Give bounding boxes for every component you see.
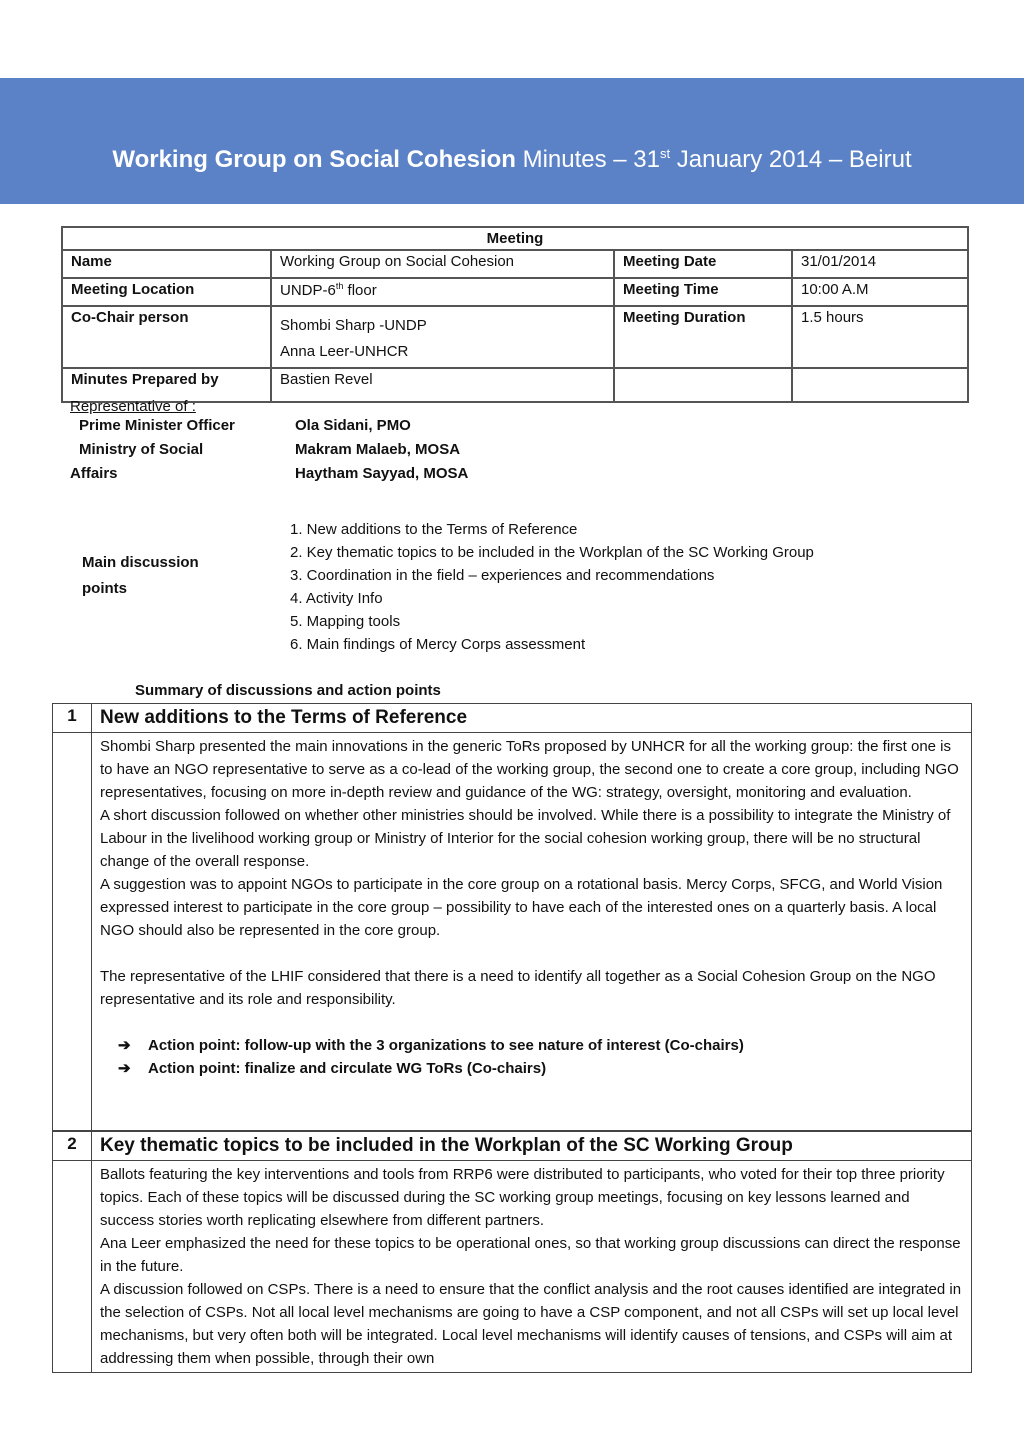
section-number: 1 [53, 704, 92, 733]
duration-label: Meeting Duration [614, 306, 792, 368]
action-point: ➔ Action point: follow-up with the 3 organizations to see nature of interest (Co-chairs) [100, 1034, 963, 1057]
representative-row [70, 465, 970, 489]
meeting-info-table [61, 226, 969, 403]
location-value: UNDP-6th floor [271, 278, 614, 306]
section-title: Key thematic topics to be included in the Workplan of the SC Working Group [92, 1132, 972, 1161]
discussion-list [290, 518, 814, 656]
number-column [53, 733, 92, 1131]
representative-row [70, 441, 970, 465]
paragraph: Ballots featuring the key interventions and tools from RRP6 were distributed to participants, who voted for their top three priority topics. Each of these topics will be discussed during the SC working group meetings, focusing on key lessons learned and success stories worth replicating elsewhere from different partners. [100, 1166, 945, 1229]
section-1 [52, 703, 972, 1131]
meeting-header: Meeting [62, 227, 968, 250]
empty-cell [792, 368, 968, 402]
time-label: Meeting Time [614, 278, 792, 306]
representative-org: Ministry of Social [79, 441, 204, 458]
arrow-right-icon: ➔ [118, 1060, 131, 1077]
action-point: ➔ Action point: finalize and circulate WG ToRs (Co-chairs) [100, 1057, 963, 1080]
prepared-label: Minutes Prepared by [62, 368, 271, 402]
discussion-label: Main discussion points [82, 554, 199, 597]
summary-title: Summary of discussions and action points [135, 682, 441, 699]
section-2 [52, 1131, 972, 1373]
time-value: 10:00 A.M [792, 278, 968, 306]
representative-name: Makram Malaeb, MOSA [295, 441, 461, 458]
paragraph: The representative of the LHIF considered that there is a need to identify all together as a Social Cohesion Group on the NGO representative and its role and responsibility. [100, 968, 936, 1008]
cochair-value: Shombi Sharp -UNDP Anna Leer-UNHCR [271, 306, 614, 368]
section-body [92, 1161, 972, 1373]
arrow-right-icon: ➔ [118, 1037, 131, 1054]
prepared-value: Bastien Revel [271, 368, 614, 402]
list-item: 5. Mapping tools [290, 613, 401, 630]
name-label: Name [62, 250, 271, 278]
representative-name: Haytham Sayyad, MOSA [295, 465, 469, 482]
list-item: 4. Activity Info [290, 590, 383, 607]
empty-cell [614, 368, 792, 402]
representative-org: Affairs [70, 465, 118, 482]
representative-row [70, 417, 970, 441]
date-label: Meeting Date [614, 250, 792, 278]
section-title: New additions to the Terms of Reference [92, 704, 972, 733]
paragraph: A short discussion followed on whether other ministries should be involved. While there is a possibility to integrate the Ministry of Labour in the livelihood working group or Ministry of Interior for the social cohesion working group, there will be no structural change of the overall response. [100, 807, 951, 870]
paragraph: Shombi Sharp presented the main innovations in the generic ToRs proposed by UNHCR for all the working group: the first one is to have an NGO representative to serve as a co-lead of the working group, the second one to create a core group, including NGO representatives, focusing on more in-depth review and guidance of the WG: strategy, oversight, monitoring and evaluation. [100, 738, 959, 801]
number-column [53, 1161, 92, 1373]
paragraph: A suggestion was to appoint NGOs to participate in the core group on a rotational basis. Mercy Corps, SFCG, and World Vision expressed interest to participate in the core group – possibility to have each of the interested ones on a quarterly basis. A local NGO should also be represented in the core group. [100, 876, 943, 939]
document-title: Working Group on Social Cohesion Minutes – 31st January 2014 – Beirut [112, 146, 912, 173]
paragraph: A discussion followed on CSPs. There is a need to ensure that the conflict analysis and the root causes identified are integrated in the selection of CSPs. Not all local level mechanisms are going to have a CSP component, and not all CSPs will set up local level mechanisms, but very often both will be integrated. Local level mechanisms will identify causes of tensions, and CSPs will aim at addressing them when possible, through their own [100, 1281, 962, 1367]
representatives [70, 398, 970, 489]
duration-value: 1.5 hours [792, 306, 968, 368]
representatives-heading: Representative of : [70, 398, 196, 415]
representative-name: Ola Sidani, PMO [295, 417, 411, 434]
name-value: Working Group on Social Cohesion [271, 250, 614, 278]
representative-org: Prime Minister Officer [79, 417, 235, 434]
list-item: 6. Main findings of Mercy Corps assessment [290, 636, 586, 653]
cochair-label: Co-Chair person [62, 306, 271, 368]
paragraph: Ana Leer emphasized the need for these topics to be operational ones, so that working group discussions can direct the response in the future. [100, 1235, 961, 1275]
list-item: 2. Key thematic topics to be included in the Workplan of the SC Working Group [290, 544, 814, 561]
list-item: 1. New additions to the Terms of Reference [290, 521, 578, 538]
date-value: 31/01/2014 [792, 250, 968, 278]
section-number: 2 [53, 1132, 92, 1161]
title-banner [0, 78, 1024, 204]
list-item: 3. Coordination in the field – experiences and recommendations [290, 567, 715, 584]
location-label: Meeting Location [62, 278, 271, 306]
section-body [92, 733, 972, 1131]
